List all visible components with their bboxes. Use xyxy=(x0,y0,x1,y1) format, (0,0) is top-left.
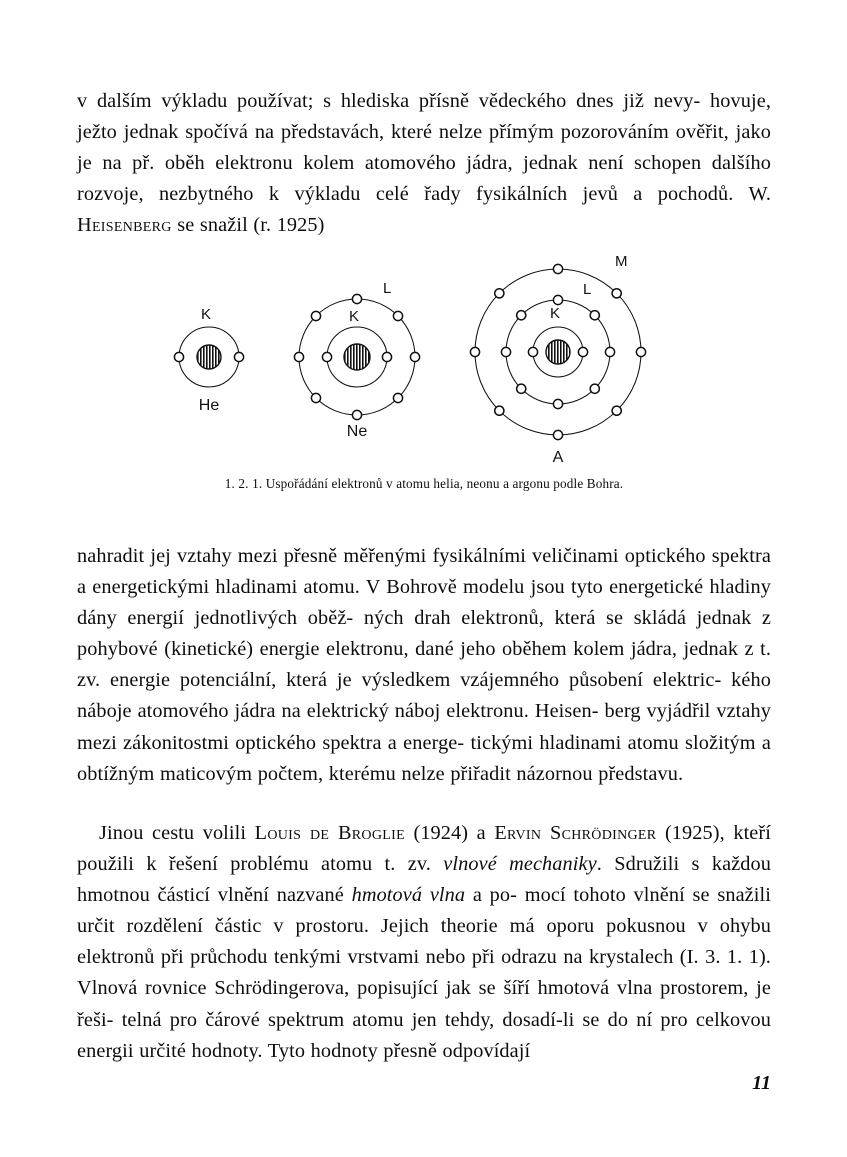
shell-label-m: M xyxy=(615,253,628,270)
paragraph-text xyxy=(77,818,771,1067)
atom-neon xyxy=(294,280,419,440)
text-line: telná pro čárové spektrum atomu jen tehdy, dosadí-li se do ní pro xyxy=(121,1008,688,1031)
electron xyxy=(322,352,331,361)
text-line-last: celkovou energii určité hodnoty. Tyto hodnoty přesně odpovídají xyxy=(77,1008,772,1062)
electron xyxy=(410,352,419,361)
electron xyxy=(294,352,303,361)
shell-label-l: L xyxy=(383,280,392,297)
shell-label-k: K xyxy=(550,305,561,322)
shell-label-k: K xyxy=(349,308,360,325)
atom-label-argon: A xyxy=(552,449,564,466)
paragraph-top xyxy=(77,86,771,241)
text-line: Schrödingerova, popisující jak se šíří hmotová vlna prostorem, je řeši- xyxy=(77,977,771,1031)
electron xyxy=(311,311,320,320)
electron xyxy=(352,410,361,419)
text-line: Sdružili s každou hmotnou částicí vlnění nazvané xyxy=(77,853,772,907)
nucleus xyxy=(344,344,370,370)
figure-bohr-atoms xyxy=(77,240,771,510)
emphasis-vlnove-mechaniky: vlnové mechaniky xyxy=(443,853,597,876)
text-line: pozorováním ověřit, jako je na př. oběh elektronu kolem atomového xyxy=(77,121,771,175)
electron xyxy=(528,347,537,356)
person-name-broglie: Louis de Broglie xyxy=(254,822,405,844)
nucleus xyxy=(197,345,221,369)
electron xyxy=(352,294,361,303)
atom-argon xyxy=(470,253,645,466)
electron xyxy=(517,311,526,320)
text-line: a po- xyxy=(465,884,518,907)
person-name-heisenberg: Heisenberg xyxy=(77,214,172,237)
text-line: mocí tohoto vlnění se snažili určit rozdělení částic v prostoru. Jejich xyxy=(77,884,771,938)
text-line: modelu jsou tyto energetické hladiny dány energií jednotlivých oběž- xyxy=(77,576,771,630)
electron xyxy=(495,406,504,415)
text-line: (1924) a xyxy=(404,822,495,844)
paragraph-text xyxy=(77,541,771,790)
electron xyxy=(612,406,621,415)
text-line: ných drah elektronů, která se skládá jednak z pohybové (kinetické) xyxy=(77,607,771,661)
atom-diagram-svg xyxy=(77,240,771,472)
atom-helium xyxy=(174,306,243,414)
text-line: řady fysikálních jevů a pochodů. W. xyxy=(424,183,771,206)
text-line: tickými hladinami atomu složitým a obtížným maticovým počtem, xyxy=(77,731,771,785)
electron xyxy=(636,347,645,356)
atom-label-neon: Ne xyxy=(346,423,368,440)
electron xyxy=(311,393,320,402)
electron xyxy=(553,264,562,273)
electron xyxy=(234,352,243,361)
text-line: nahradit jej vztahy mezi přesně měřenými fysikálními veličinami xyxy=(77,545,619,567)
electron xyxy=(495,289,504,298)
text-line: energie potenciální, která je výsledkem vzájemného působení elektric- xyxy=(110,669,722,692)
person-name-schrodinger: Ervin Schrödinger xyxy=(494,822,657,844)
electron xyxy=(553,295,562,304)
electron xyxy=(393,393,402,402)
paragraph-middle xyxy=(77,541,771,790)
electron xyxy=(605,347,614,356)
text-line: hovuje, ježto jednak spočívá na představách, které nelze přímým xyxy=(77,90,771,144)
text-line: Jinou cestu volili xyxy=(99,822,255,844)
electron xyxy=(553,399,562,408)
text-line: optického spektra a energetickými hladinami atomu. V Bohrově xyxy=(77,545,771,599)
text-line: se snažil (r. 1925) xyxy=(171,214,325,237)
electron xyxy=(553,430,562,439)
text-line: berg vyjádřil vztahy mezi zákonitostmi optického spektra a energe- xyxy=(77,700,771,754)
text-line: v dalším výkladu používat; s hlediska přísně vědeckého dnes již nevy- xyxy=(77,90,701,112)
electron xyxy=(470,347,479,356)
text-line-last: kterému nelze přiřadit názornou představu. xyxy=(328,762,684,785)
text-line: theorie má oporu pokusnou v ohybu elektronů při průchodu tenkými xyxy=(77,915,771,969)
text-line: . xyxy=(596,853,602,876)
electron xyxy=(590,384,599,393)
electron xyxy=(393,311,402,320)
electron xyxy=(590,311,599,320)
electron xyxy=(612,289,621,298)
text-line: energie elektronu, dané jeho oběhem kolem jádra, jednak z t. zv. xyxy=(77,638,771,692)
shell-label-k: K xyxy=(201,306,212,323)
text-line: kého náboje atomového jádra na elektrický náboj elektronu. Heisen- xyxy=(77,669,771,723)
page-number: 11 xyxy=(752,1072,771,1094)
text-line: jádra, jednak není schopen dalšího rozvoje, nezbytného k výkladu celé xyxy=(77,152,771,206)
shell-label-l: L xyxy=(583,281,592,298)
electron xyxy=(382,352,391,361)
atom-label-helium: He xyxy=(198,397,220,414)
nucleus xyxy=(546,340,570,364)
figure-caption: 1. 2. 1. Uspořádání elektronů v atomu helia, neonu a argonu podle Bohra. xyxy=(224,476,624,491)
text-line: (1925), kteří použili k řešení problému atomu t. zv. xyxy=(77,822,771,876)
text-line: vrstvami nebo při odrazu na krystalech (I. 3. 1. 1). Vlnová rovnice xyxy=(77,946,771,1000)
paragraph-broglie xyxy=(77,818,771,1067)
electron xyxy=(174,352,183,361)
electron xyxy=(517,384,526,393)
electron xyxy=(501,347,510,356)
emphasis-hmotova-vlna: hmotová vlna xyxy=(351,884,466,907)
paragraph-text xyxy=(77,86,771,241)
electron xyxy=(578,347,587,356)
